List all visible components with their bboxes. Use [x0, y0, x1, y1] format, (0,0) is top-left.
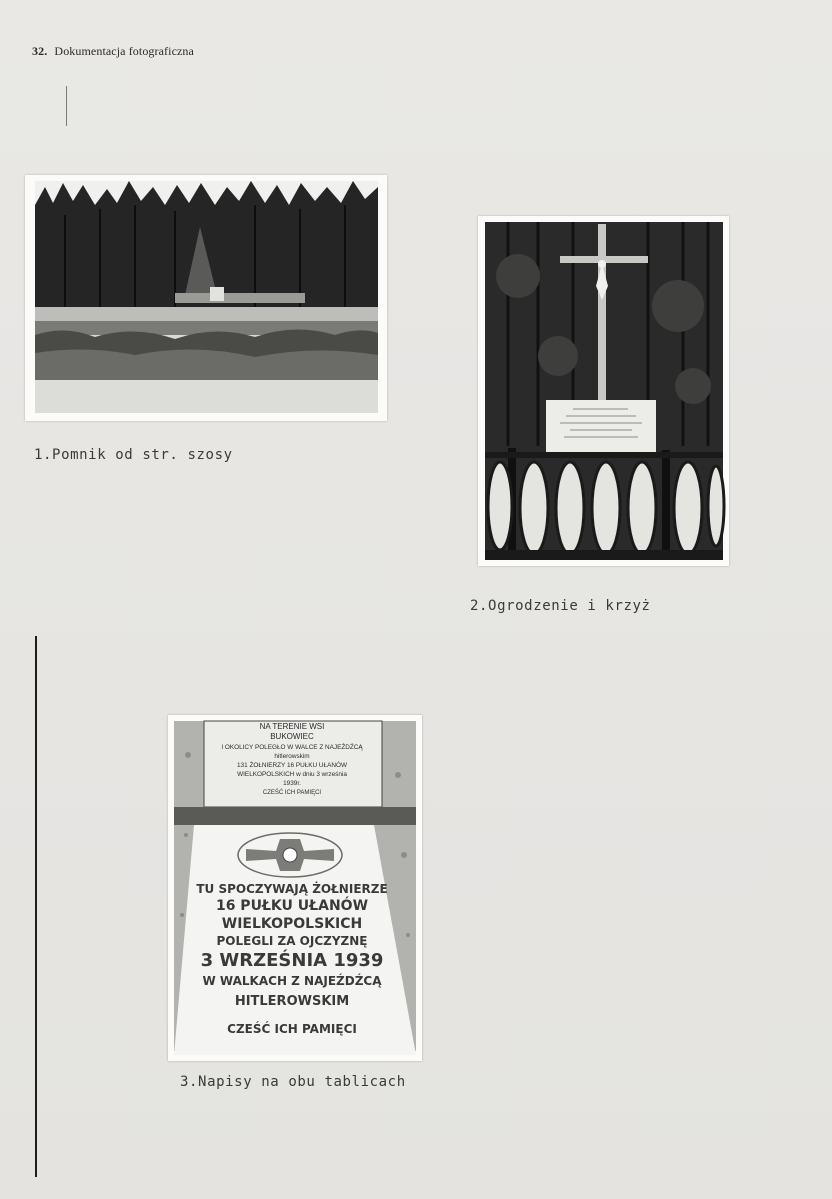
lower-line-4: POLEGLI ZA OJCZYZNĘ: [216, 934, 368, 948]
upper-line-1: NA TERENIE WSI: [259, 722, 325, 731]
photo-1-image: [25, 175, 387, 421]
lower-line-3: WIELKOPOLSKICH: [221, 916, 363, 932]
photo-1-caption: 1.Pomnik od str. szosy: [34, 447, 233, 463]
photo-monument-from-road: [25, 175, 387, 421]
photo-2-image: [478, 216, 729, 566]
lower-line-7: HITLEROWSKIM: [234, 994, 350, 1009]
lower-line-8: CZEŚĆ ICH PAMIĘCI: [227, 1022, 357, 1036]
upper-line-2: BUKOWIEC: [270, 732, 314, 741]
photo-2-caption: 2.Ogrodzenie i krzyż: [470, 598, 651, 614]
margin-rule: [35, 636, 37, 1177]
upper-line-7: 1939r.: [283, 780, 301, 787]
upper-line-4: hitlerowskim: [274, 753, 310, 760]
page-header: [32, 44, 194, 59]
cross-emblem: [238, 833, 342, 877]
page-number: 32.: [32, 44, 48, 58]
photo-inscriptions: [168, 715, 422, 1061]
lower-line-1: TU SPOCZYWAJĄ ŻOŁNIERZE: [196, 882, 388, 896]
lower-line-5: 3 WRZEŚNIA 1939: [200, 950, 384, 971]
lower-line-2: 16 PUŁKU UŁANÓW: [215, 898, 369, 914]
upper-line-3: I OKOLICY POLEGŁO W WALCE Z NAJEŹDŹCĄ: [221, 744, 363, 751]
upper-line-8: CZEŚĆ ICH PAMIĘCI: [262, 790, 322, 796]
photo-fence-and-cross: [478, 216, 729, 566]
upper-line-5: 131 ŻOŁNIERZY 16 PUŁKU UŁANÓW: [237, 762, 347, 769]
photo-3-image: [168, 715, 422, 1061]
margin-tick: [66, 86, 67, 126]
lower-line-6: W WALKACH Z NAJEŹDŹCĄ: [202, 974, 382, 988]
page-title: Dokumentacja fotograficzna: [54, 44, 194, 58]
upper-line-6: WIELKOPOLSKICH w dniu 3 września: [237, 771, 347, 778]
photo-3-caption: 3.Napisy na obu tablicach: [180, 1074, 406, 1090]
